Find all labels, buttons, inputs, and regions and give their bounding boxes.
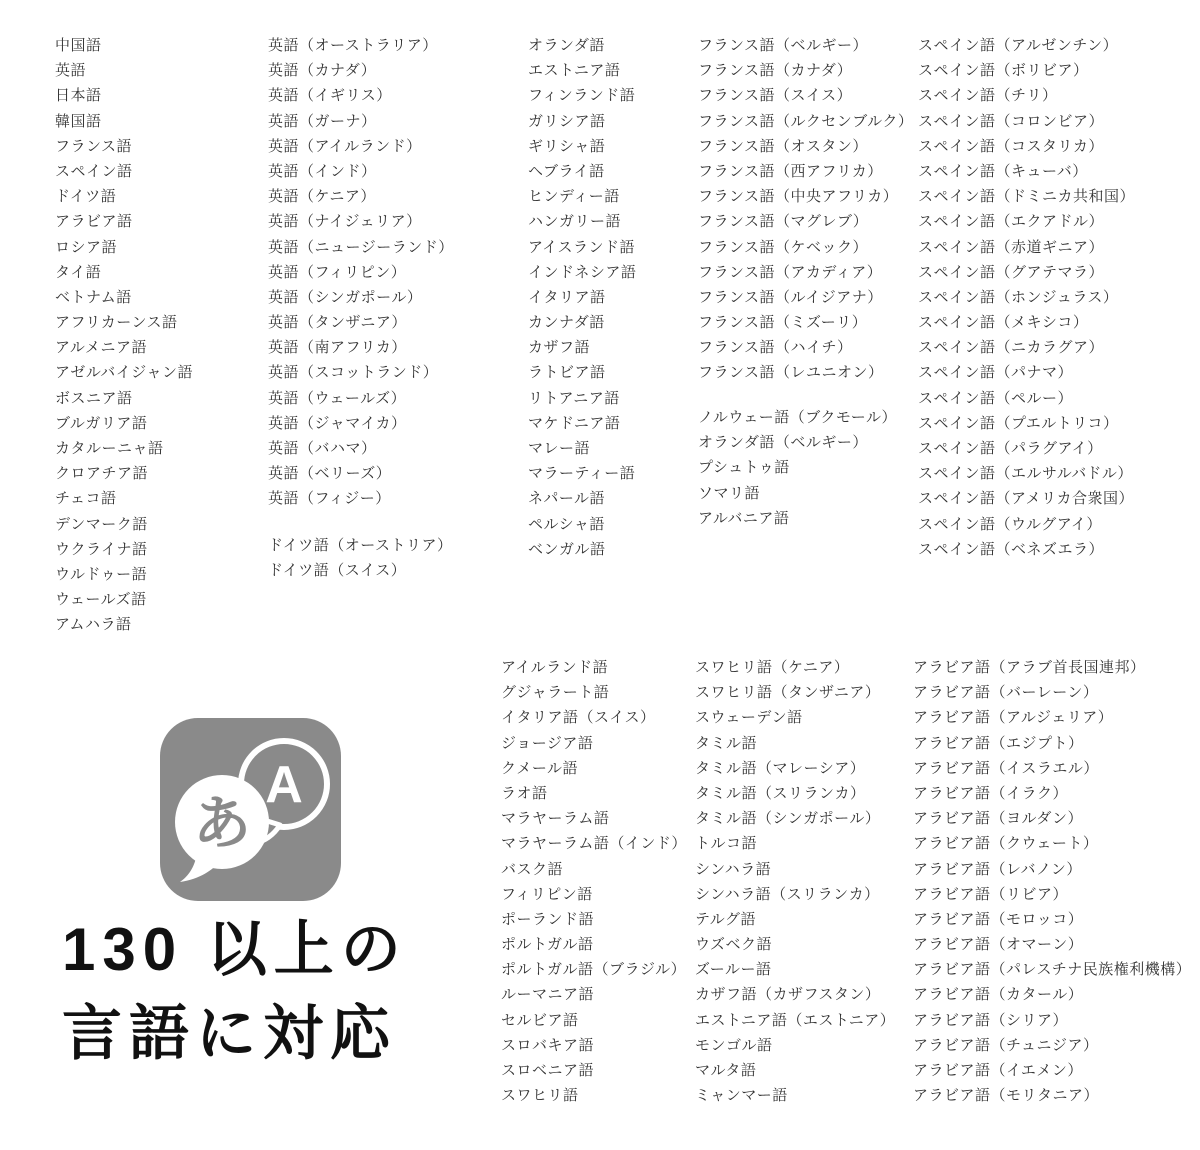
language-column-world [528,33,636,562]
language-item: 英語（アイルランド） [268,137,422,155]
language-item: 英語（スコットランド） [268,364,439,382]
language-item: 英語（ジャマイカ） [268,414,407,432]
language-item: アラビア語（クウェート） [913,835,1099,853]
language-item: モンゴル語 [695,1036,773,1054]
language-item: エストニア語 [528,62,621,80]
language-item: 英語（ウェールズ） [268,389,407,407]
language-item: 英語（シンガポール） [268,288,423,306]
language-item: カザフ語（カザフスタン） [695,986,881,1004]
language-item: クメール語 [501,759,579,777]
language-item: スロベニア語 [501,1062,595,1079]
hiragana-letter: あ [192,791,252,856]
headline-line-2: 言語に対応 [62,1000,397,1067]
language-item: 英語（ベリーズ） [268,465,392,483]
language-item: スペイン語（ニカラグア） [918,339,1105,357]
language-item: アラビア語（バーレーン） [913,684,1099,702]
language-item: アゼルバイジャン語 [55,364,194,382]
language-item: マルタ語 [695,1062,757,1079]
language-item: 英語（イギリス） [268,87,392,105]
language-item: オランダ語（ベルギー） [698,434,868,452]
language-item: アルメニア語 [55,339,147,357]
language-item: リトアニア語 [528,389,620,407]
language-column-additional-2 [695,655,895,1108]
language-item: ポーランド語 [501,910,595,928]
language-item: 英語（フィジー） [268,490,391,508]
headline-line-1: 130 以上の [62,916,408,983]
language-item: フランス語（ミズーリ） [698,314,868,332]
language-item: ヘブライ語 [528,162,605,180]
language-item: フランス語（ルイジアナ） [698,288,883,306]
language-item: アラビア語（アラブ首長国連邦） [913,659,1146,676]
language-item: 韓国語 [55,112,102,130]
language-item: スペイン語 [55,162,133,180]
language-item: スワヒリ語（ケニア） [695,659,850,676]
language-item: 中国語 [55,37,102,54]
language-item: スペイン語（ペルー） [918,389,1074,407]
language-item: ブルガリア語 [55,414,148,432]
language-column-additional-1 [501,655,687,1108]
language-item: ラオ語 [501,784,548,802]
language-item: スペイン語（キューバ） [918,162,1088,180]
language-item: アラビア語 [55,213,133,231]
language-item: エストニア語（エストニア） [695,1011,896,1029]
language-item: ペルシャ語 [528,515,605,533]
language-column-arabic-variants [913,655,1191,1108]
language-item: ポルトガル語 [501,936,594,954]
language-item: クロアチア語 [55,465,149,483]
language-item: ウクライナ語 [55,540,148,558]
language-item: 英語（ニュージーランド） [268,238,454,256]
language-item: フランス語（ベルギー） [698,37,869,54]
language-column-english-variants [268,33,454,512]
language-item: フランス語（マグレブ） [698,213,869,231]
language-item: スワヒリ語（タンザニア） [695,684,881,702]
language-item: アラビア語（シリア） [913,1011,1069,1029]
language-item: テルグ語 [695,910,756,928]
language-item: タミル語 [695,734,758,752]
language-item: アラビア語（カタール） [913,986,1084,1004]
language-item: トルコ語 [695,835,758,853]
language-item: アラビア語（イエメン） [913,1062,1083,1079]
language-item: 英語（タンザニア） [268,314,407,332]
latin-letter: A [265,756,303,814]
language-item: イタリア語 [528,288,606,306]
language-item: アラビア語（チュニジア） [913,1036,1099,1054]
language-item: オランダ語 [528,37,605,54]
language-item: 英語（ナイジェリア） [268,213,422,231]
language-item: 英語（ケニア） [268,188,376,206]
language-item: イタリア語（スイス） [501,709,656,727]
language-item: スペイン語（パラグアイ） [918,440,1103,457]
language-item: アフリカーンス語 [55,314,178,332]
language-item: 日本語 [55,87,102,105]
language-item: ラトビア語 [528,364,606,382]
language-item: ウルドゥー語 [55,565,148,583]
language-item: シンハラ語 [695,860,772,878]
language-item: ベンガル語 [528,540,606,558]
language-item: スワヒリ語 [501,1087,579,1105]
language-item: ヒンディー語 [528,188,620,206]
language-item: スペイン語（プエルトリコ） [918,414,1119,432]
language-item: ソマリ語 [698,484,761,502]
language-item: スペイン語（ボリビア） [918,62,1089,80]
language-item: ドイツ語（オーストリア） [268,537,453,554]
language-item: ウズベク語 [695,936,773,954]
language-item: フランス語（カナダ） [698,62,853,80]
language-item: 英語（フィリピン） [268,263,407,281]
language-item: 英語（オーストラリア） [268,37,438,54]
language-item: ドイツ語 [55,188,117,206]
translate-icon-container [160,718,341,901]
language-column-spanish-variants [918,33,1135,562]
language-item: スペイン語（チリ） [918,87,1058,105]
language-item: アラビア語（アルジェリア） [913,709,1114,727]
language-item: タイ語 [55,263,102,281]
language-item: 英語（ガーナ） [268,112,377,130]
language-item: アムハラ語 [55,616,132,634]
language-item: デンマーク語 [55,515,148,533]
language-column-french-variants [698,33,913,386]
language-item: スペイン語（メキシコ） [918,314,1089,332]
language-item: 英語（インド） [268,162,377,180]
language-item: シンハラ語（スリランカ） [695,885,880,903]
language-item: ベトナム語 [55,288,132,306]
language-item: フランス語（オスタン） [698,137,868,155]
language-item: タミル語（シンガポール） [695,810,881,828]
language-item: セルビア語 [501,1011,579,1029]
language-item: 英語（南アフリカ） [268,339,407,357]
language-item: アラビア語（イスラエル） [913,759,1099,777]
language-item: フランス語（ハイチ） [698,339,853,357]
language-item: ロシア語 [55,238,118,256]
language-item: フランス語（ケベック） [698,238,869,256]
language-item: アラビア語（イラク） [913,784,1069,802]
language-item: ジョージア語 [501,734,594,752]
language-column-other-languages [698,405,897,531]
language-item: スペイン語（コスタリカ） [918,137,1104,155]
language-item: アラビア語（モリタニア） [913,1087,1100,1105]
language-item: 英語（カナダ） [268,62,377,80]
language-item: アイスランド語 [528,238,636,256]
language-item: バスク語 [501,860,564,878]
language-item: スペイン語（エクアドル） [918,213,1105,231]
language-item: マラヤーラム語（インド） [501,835,687,853]
language-item: スペイン語（エルサルバドル） [918,465,1133,483]
language-item: スロバキア語 [501,1036,595,1054]
language-item: アラビア語（オマーン） [913,936,1084,954]
language-item: ズールー語 [695,961,772,979]
language-item: カンナダ語 [528,314,605,332]
language-item: アラビア語（ヨルダン） [913,810,1084,828]
translate-icon [160,718,341,901]
language-item: ガリシア語 [528,112,606,130]
language-item: フランス語（アカディア） [698,263,883,281]
language-item: 英語 [55,62,87,80]
language-item: ボスニア語 [55,389,133,407]
language-item: スペイン語（ベネズエラ） [918,540,1105,558]
language-item: グジャラート語 [501,684,610,702]
language-item: フランス語 [55,137,133,155]
language-item: フランス語（スイス） [698,87,853,105]
language-item: カタルーニャ語 [55,440,164,457]
language-item: プシュトゥ語 [698,459,790,477]
language-item: アイルランド語 [501,659,609,676]
language-column-german-variants [268,533,453,583]
language-item: スウェーデン語 [695,709,803,727]
language-item: ギリシャ語 [528,137,606,155]
language-item: スペイン語（アルゼンチン） [918,37,1119,54]
language-item: フィンランド語 [528,87,636,105]
language-item: ミャンマー語 [695,1087,788,1105]
language-item: カザフ語 [528,339,591,357]
language-item: アラビア語（レバノン） [913,860,1082,878]
language-item: スペイン語（グアテマラ） [918,263,1105,281]
language-item: スペイン語（コロンビア） [918,112,1105,130]
language-item: ノルウェー語（ブクモール） [698,409,897,426]
language-item: アラビア語（リビア） [913,885,1069,903]
language-item: アラビア語（パレスチナ民族権利機構） [913,961,1192,979]
language-item: マラーティー語 [528,465,636,483]
language-item: ハンガリー語 [528,213,622,231]
language-item: ウェールズ語 [55,591,147,609]
language-item: フランス語（中央アフリカ） [698,188,899,206]
language-item: スペイン語（パナマ） [918,364,1074,382]
language-item: フィリピン語 [501,885,593,903]
language-item: アラビア語（モロッコ） [913,910,1084,928]
language-item: ポルトガル語（ブラジル） [501,961,687,979]
language-item: マレー語 [528,440,591,457]
language-item: マケドニア語 [528,414,621,432]
language-item: ルーマニア語 [501,986,595,1004]
language-item: フランス語（西アフリカ） [698,162,883,180]
language-item: アルバニア語 [698,509,790,527]
language-item: ドイツ語（スイス） [268,562,407,580]
language-item: タミル語（マレーシア） [695,759,866,777]
language-item: インドネシア語 [528,263,637,281]
language-item: フランス語（レユニオン） [698,364,884,382]
language-column-base [55,33,193,638]
language-item: スペイン語（ホンジュラス） [918,288,1119,306]
language-item: スペイン語（アメリカ合衆国） [918,490,1134,508]
language-item: フランス語（ルクセンブルク） [698,112,914,130]
language-item: アラビア語（エジプト） [913,734,1084,752]
language-item: チェコ語 [55,490,117,508]
language-item: タミル語（スリランカ） [695,784,866,802]
language-item: 英語（バハマ） [268,440,377,457]
language-item: スペイン語（ウルグアイ） [918,515,1102,533]
language-item: スペイン語（赤道ギニア） [918,238,1105,256]
language-item: スペイン語（ドミニカ共和国） [918,188,1136,206]
language-item: ネパール語 [528,490,606,508]
language-item: マラヤーラム語 [501,810,610,828]
